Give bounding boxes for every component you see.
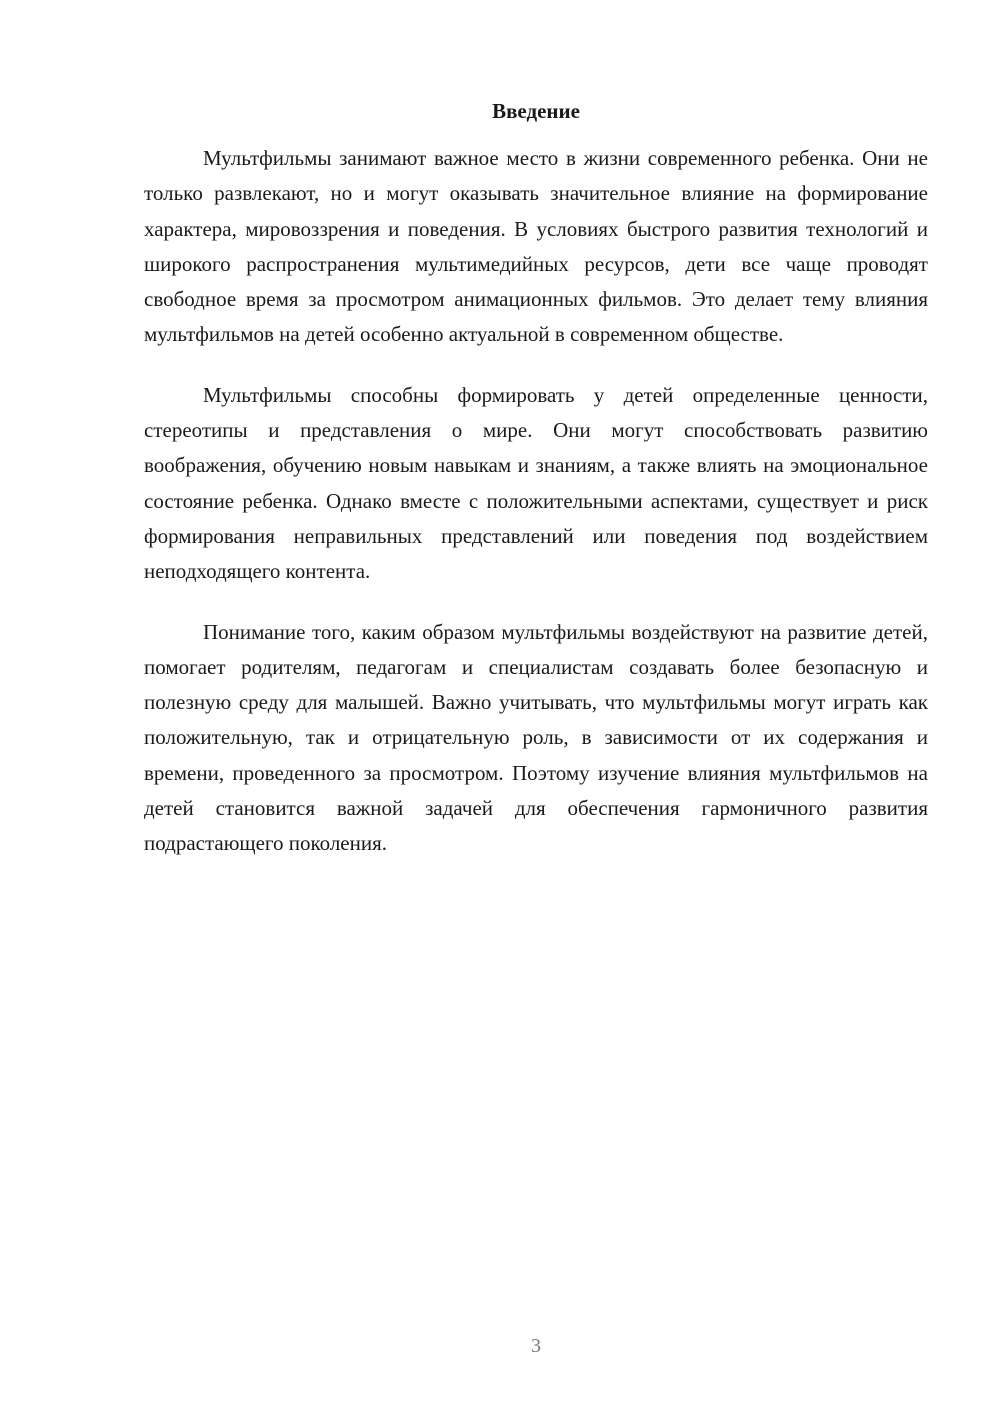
paragraph-3: Понимание того, каким образом мультфильмы воздействуют на развитие детей, помогает родителям, педагогам и специалистам создавать более безопасную и полезную среду для малышей. Важно учитывать, что мультфильмы могут играть как положительную, так и отрицательную роль, в зависимости от их содержания и времени, проведенного за просмотром. Поэтому изучение влияния мультфильмов на детей становится важной задачей для обеспечения гармоничного развития подрастающего поколения. <box>144 619 928 856</box>
paragraph-2: Мультфильмы способны формировать у детей определенные ценности, стереотипы и представления о мире. Они могут способствовать развитию воображения, обучению новым навыкам и знаниям, а также влиять на эмоциональное состояние ребенка. Однако вместе с положительными аспектами, существует и риск формирования неправильных представлений или поведения под воздействием неподходящего контента. <box>144 382 928 584</box>
section-heading: Введение <box>492 99 580 123</box>
body-text <box>144 141 928 887</box>
page-number: 3 <box>531 1335 541 1357</box>
paragraph-1: Мультфильмы занимают важное место в жизни современного ребенка. Они не только развлекают, но и могут оказывать значительное влияние на формирование характера, мировоззрения и поведения. В условиях быстрого развития технологий и широкого распространения мультимедийных ресурсов, дети все чаще проводят свободное время за просмотром анимационных фильмов. Это делает тему влияния мультфильмов на детей особенно актуальной в современном обществе. <box>144 146 928 347</box>
